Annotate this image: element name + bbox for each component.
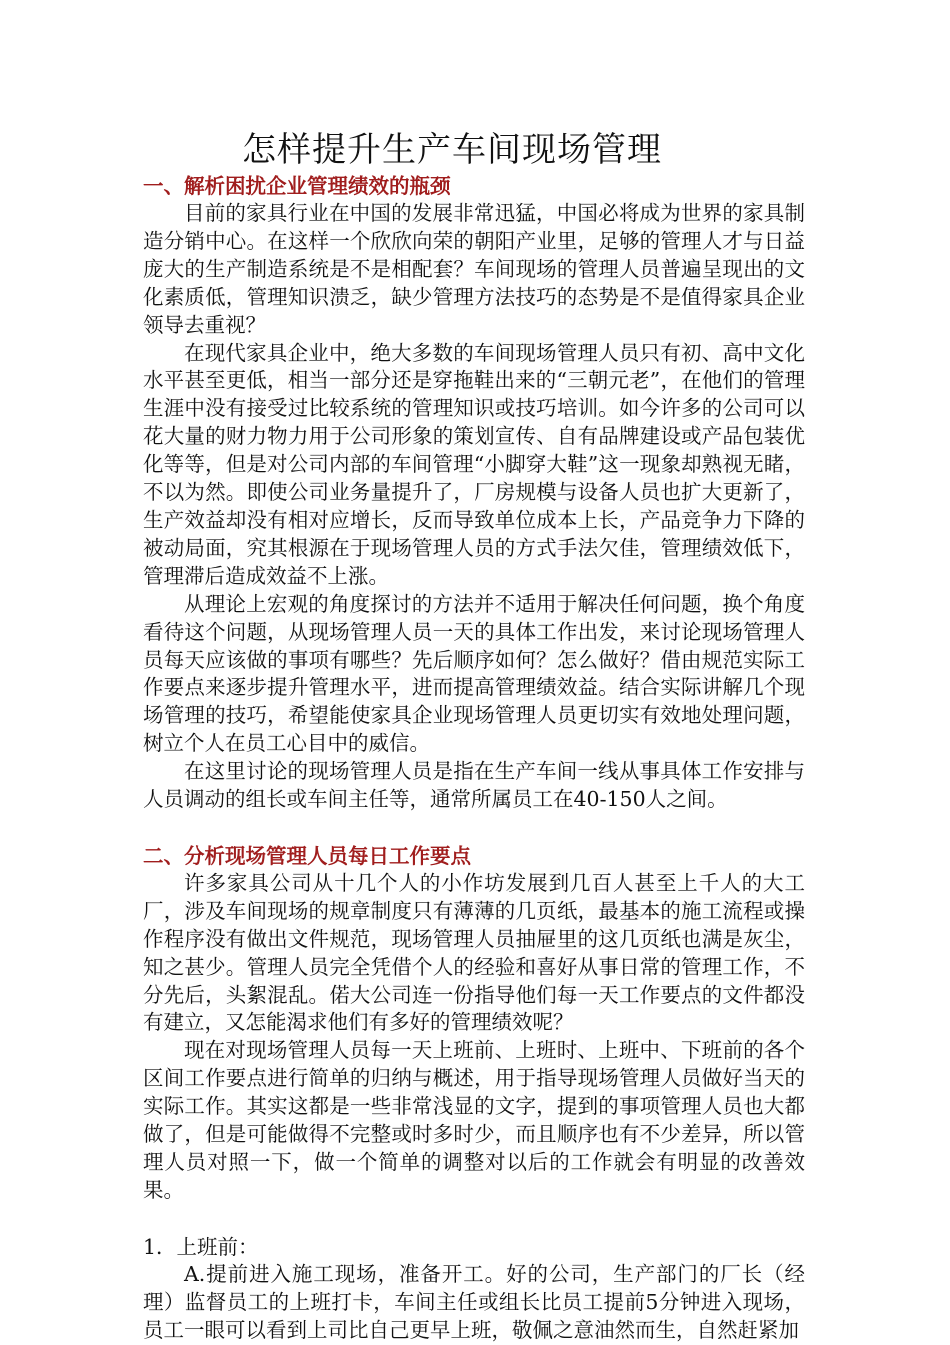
paragraph: 目前的家具行业在中国的发展非常迅猛，中国必将成为世界的家具制造分销中心。在这样一个欣欣向荣的朝阳产业里，足够的管理人才与日益庞大的生产制造系统是不是相配套？车间现场的管理人员普遍呈现出的文化素质低，管理知识溃乏，缺少管理方法技巧的态势是不是值得家具企业领导去重视？ [143, 201, 805, 337]
blank-line [143, 814, 805, 842]
list-item-title: 1．上班前： [143, 1234, 259, 1259]
section-heading-2: 二、分析现场管理人员每日工作要点 [143, 843, 471, 868]
paragraph: 现在对现场管理人员每一天上班前、上班时、上班中、下班前的各个区间工作要点进行简单的归纳与概述，用于指导现场管理人员做好当天的实际工作。其实这都是一些非常浅显的文字，提到的事项管理人员也大都做了，但是可能做得不完整或时多时少，而且顺序也有不少差异，所以管理人员对照一下，做一个简单的调整对以后的工作就会有明显的改善效果。 [143, 1038, 805, 1202]
paragraph: A.提前进入施工现场，准备开工。好的公司，生产部门的厂长（经理）监督员工的上班打卡，车间主任或组长比员工提前5分钟进入现场，员工一眼可以看到上司比自己更早上班，敬佩之意油然而生，自然赶紧加 [143, 1261, 805, 1342]
paragraph: 在这里讨论的现场管理人员是指在生产车间一线从事具体工作安排与人员调动的组长或车间主任等，通常所属员工在40-150人之间。 [143, 759, 805, 812]
paragraph: 在现代家具企业中，绝大多数的车间现场管理人员只有初、高中文化水平甚至更低，相当一部分还是穿拖鞋出来的“三朝元老”，在他们的管理生涯中没有接受过比较系统的管理知识或技巧培训。如今许多的公司可以花大量的财力物力用于公司形象的策划宣传、自有品牌建设或产品包装优化等等，但是对公司内部的车间管理“小脚穿大鞋”这一现象却熟视无睹，不以为然。即使公司业务量提升了，厂房规模与设备人员也扩大更新了，生产效益却没有相对应增长，反而导致单位成本上长，产品竞争力下降的被动局面，究其根源在于现场管理人员的方式手法欠佳，管理绩效低下，管理滞后造成效益不上涨。 [143, 340, 805, 588]
paragraph: 许多家具公司从十几个人的小作坊发展到几百人甚至上千人的大工厂，涉及车间现场的规章制度只有薄薄的几页纸，最基本的施工流程或操作程序没有做出文件规范，现场管理人员抽屉里的这几页纸也满是灰尘，知之甚少。管理人员完全凭借个人的经验和喜好从事日常的管理工作，不分先后，头絮混乱。偌大公司连一份指导他们每一天工作要点的文件都没有建立，又怎能渴求他们有多好的管理绩效呢？ [143, 870, 805, 1035]
document-body [143, 172, 805, 1345]
section-heading-1: 一、解析困扰企业管理绩效的瓶颈 [143, 174, 451, 198]
paragraph: 从理论上宏观的角度探讨的方法并不适用于解决任何问题，换个角度看待这个问题，从现场管理人员一天的具体工作出发，来讨论现场管理人员每天应该做的事项有哪些？先后顺序如何？怎么做好？借由规范实际工作要点来逐步提升管理水平，进而提高管理绩效益。结合实际讲解几个现场管理的技巧，希望能使家具企业现场管理人员更切实有效地处理问题，树立个人在员工心目中的威信。 [143, 591, 805, 756]
blank-line [143, 1205, 805, 1233]
document-title: 怎样提升生产车间现场管理 [242, 130, 662, 170]
